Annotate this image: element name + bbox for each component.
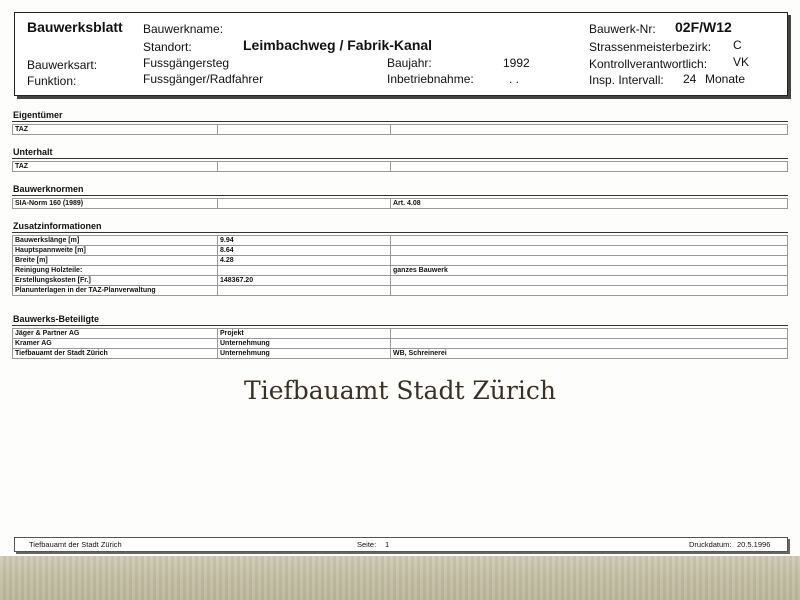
table-cell: WB, Schreinerei: [391, 349, 788, 359]
footer-org: Tiefbauamt der Stadt Zürich: [29, 540, 122, 549]
section-title: Bauwerks-Beteiligte: [12, 314, 788, 326]
standort-label: Standort:: [143, 40, 192, 54]
bauwerkname-label: Bauwerkname:: [143, 22, 224, 36]
table-row: [13, 199, 788, 209]
bauwerksart-label: Bauwerksart:: [27, 58, 98, 72]
table-row: [13, 276, 788, 286]
section-title: Eigentümer: [12, 110, 788, 122]
table-row: [13, 246, 788, 256]
table-cell: [391, 246, 788, 256]
table-cell: ganzes Bauwerk: [391, 266, 788, 276]
section-eigentuemer: [12, 110, 788, 135]
table-cell: Kramer AG: [13, 339, 218, 349]
table-cell: [391, 162, 788, 172]
background-texture: [0, 556, 800, 600]
footer-druckdatum-value: 20.5.1996: [737, 540, 771, 549]
table-row: [13, 266, 788, 276]
table-row: [13, 125, 788, 135]
inbetriebnahme-value: . .: [509, 72, 520, 86]
table-cell: [391, 236, 788, 246]
table-cell: Unternehmung: [218, 339, 391, 349]
table-row: [13, 236, 788, 246]
table-cell: Hauptspannweite [m]: [13, 246, 218, 256]
table-row: [13, 256, 788, 266]
strassenmeister-label: Strassenmeisterbezirk:: [589, 40, 712, 54]
section-title: Bauwerknormen: [12, 184, 788, 196]
kontroll-label: Kontrollverantwortlich:: [589, 57, 708, 71]
section-title: Unterhalt: [12, 147, 788, 159]
section-bauwerknormen: [12, 184, 788, 209]
table-cell: 9.94: [218, 236, 391, 246]
table-cell: [391, 276, 788, 286]
bauwerk-nr-value: 02F/W12: [675, 19, 732, 35]
insp-value: 24: [683, 72, 697, 86]
section-zusatzinformationen: [12, 221, 788, 296]
table-cell: [391, 256, 788, 266]
table-row: [13, 339, 788, 349]
table-cell: Jäger & Partner AG: [13, 329, 218, 339]
standort-value: Leimbachweg / Fabrik-Kanal: [243, 37, 433, 53]
table-cell: Projekt: [218, 329, 391, 339]
table-row: [13, 286, 788, 296]
strassenmeister-value: C: [733, 38, 742, 52]
section-table: [12, 198, 788, 209]
table-row: [13, 162, 788, 172]
table-cell: Unternehmung: [218, 349, 391, 359]
kontroll-value: VK: [733, 55, 750, 69]
bauwerk-nr-label: Bauwerk-Nr:: [589, 22, 656, 36]
section-title: Zusatzinformationen: [12, 221, 788, 233]
table-cell: SIA-Norm 160 (1989): [13, 199, 218, 209]
funktion-value: Fussgänger/Radfahrer: [143, 72, 264, 86]
table-cell: Planunterlagen in der TAZ-Planverwaltung: [13, 286, 218, 296]
section-table: [12, 124, 788, 135]
table-cell: Tiefbauamt der Stadt Zürich: [13, 349, 218, 359]
watermark-text: Tiefbauamt Stadt Zürich: [244, 376, 556, 405]
footer-seite-label: Seite:: [357, 540, 377, 549]
table-cell: [218, 162, 391, 172]
funktion-label: Funktion:: [27, 74, 77, 88]
insp-unit: Monate: [705, 72, 746, 86]
baujahr-value: 1992: [503, 56, 530, 70]
table-cell: Art. 4.08: [391, 199, 788, 209]
table-cell: [391, 329, 788, 339]
table-cell: Erstellungskosten [Fr.]: [13, 276, 218, 286]
table-cell: [391, 286, 788, 296]
doc-title: Bauwerksblatt: [27, 19, 123, 35]
section-unterhalt: [12, 147, 788, 172]
section-table: [12, 161, 788, 172]
baujahr-label: Baujahr:: [387, 56, 432, 70]
header-box: [14, 12, 788, 96]
table-cell: TAZ: [13, 125, 218, 135]
inbetriebnahme-label: Inbetriebnahme:: [387, 72, 474, 86]
section-bauwerks-beteiligte: [12, 314, 788, 359]
table-row: [13, 329, 788, 339]
table-cell: 8.64: [218, 246, 391, 256]
section-table: [12, 235, 788, 296]
bauwerksart-value: Fussgängersteg: [143, 56, 230, 70]
footer-druckdatum-label: Druckdatum:: [689, 540, 732, 549]
table-cell: [391, 125, 788, 135]
table-cell: [218, 266, 391, 276]
table-cell: [218, 286, 391, 296]
table-cell: 148367.20: [218, 276, 391, 286]
table-row: [13, 349, 788, 359]
table-cell: 4.28: [218, 256, 391, 266]
table-cell: [391, 339, 788, 349]
footer-seite-value: 1: [385, 540, 390, 549]
table-cell: Bauwerkslänge [m]: [13, 236, 218, 246]
table-cell: [218, 125, 391, 135]
section-table: [12, 328, 788, 359]
footer: [14, 537, 788, 552]
table-cell: Reinigung Holzteile:: [13, 266, 218, 276]
table-cell: TAZ: [13, 162, 218, 172]
table-cell: [218, 199, 391, 209]
table-cell: Breite [m]: [13, 256, 218, 266]
insp-label: Insp. Intervall:: [589, 73, 664, 87]
